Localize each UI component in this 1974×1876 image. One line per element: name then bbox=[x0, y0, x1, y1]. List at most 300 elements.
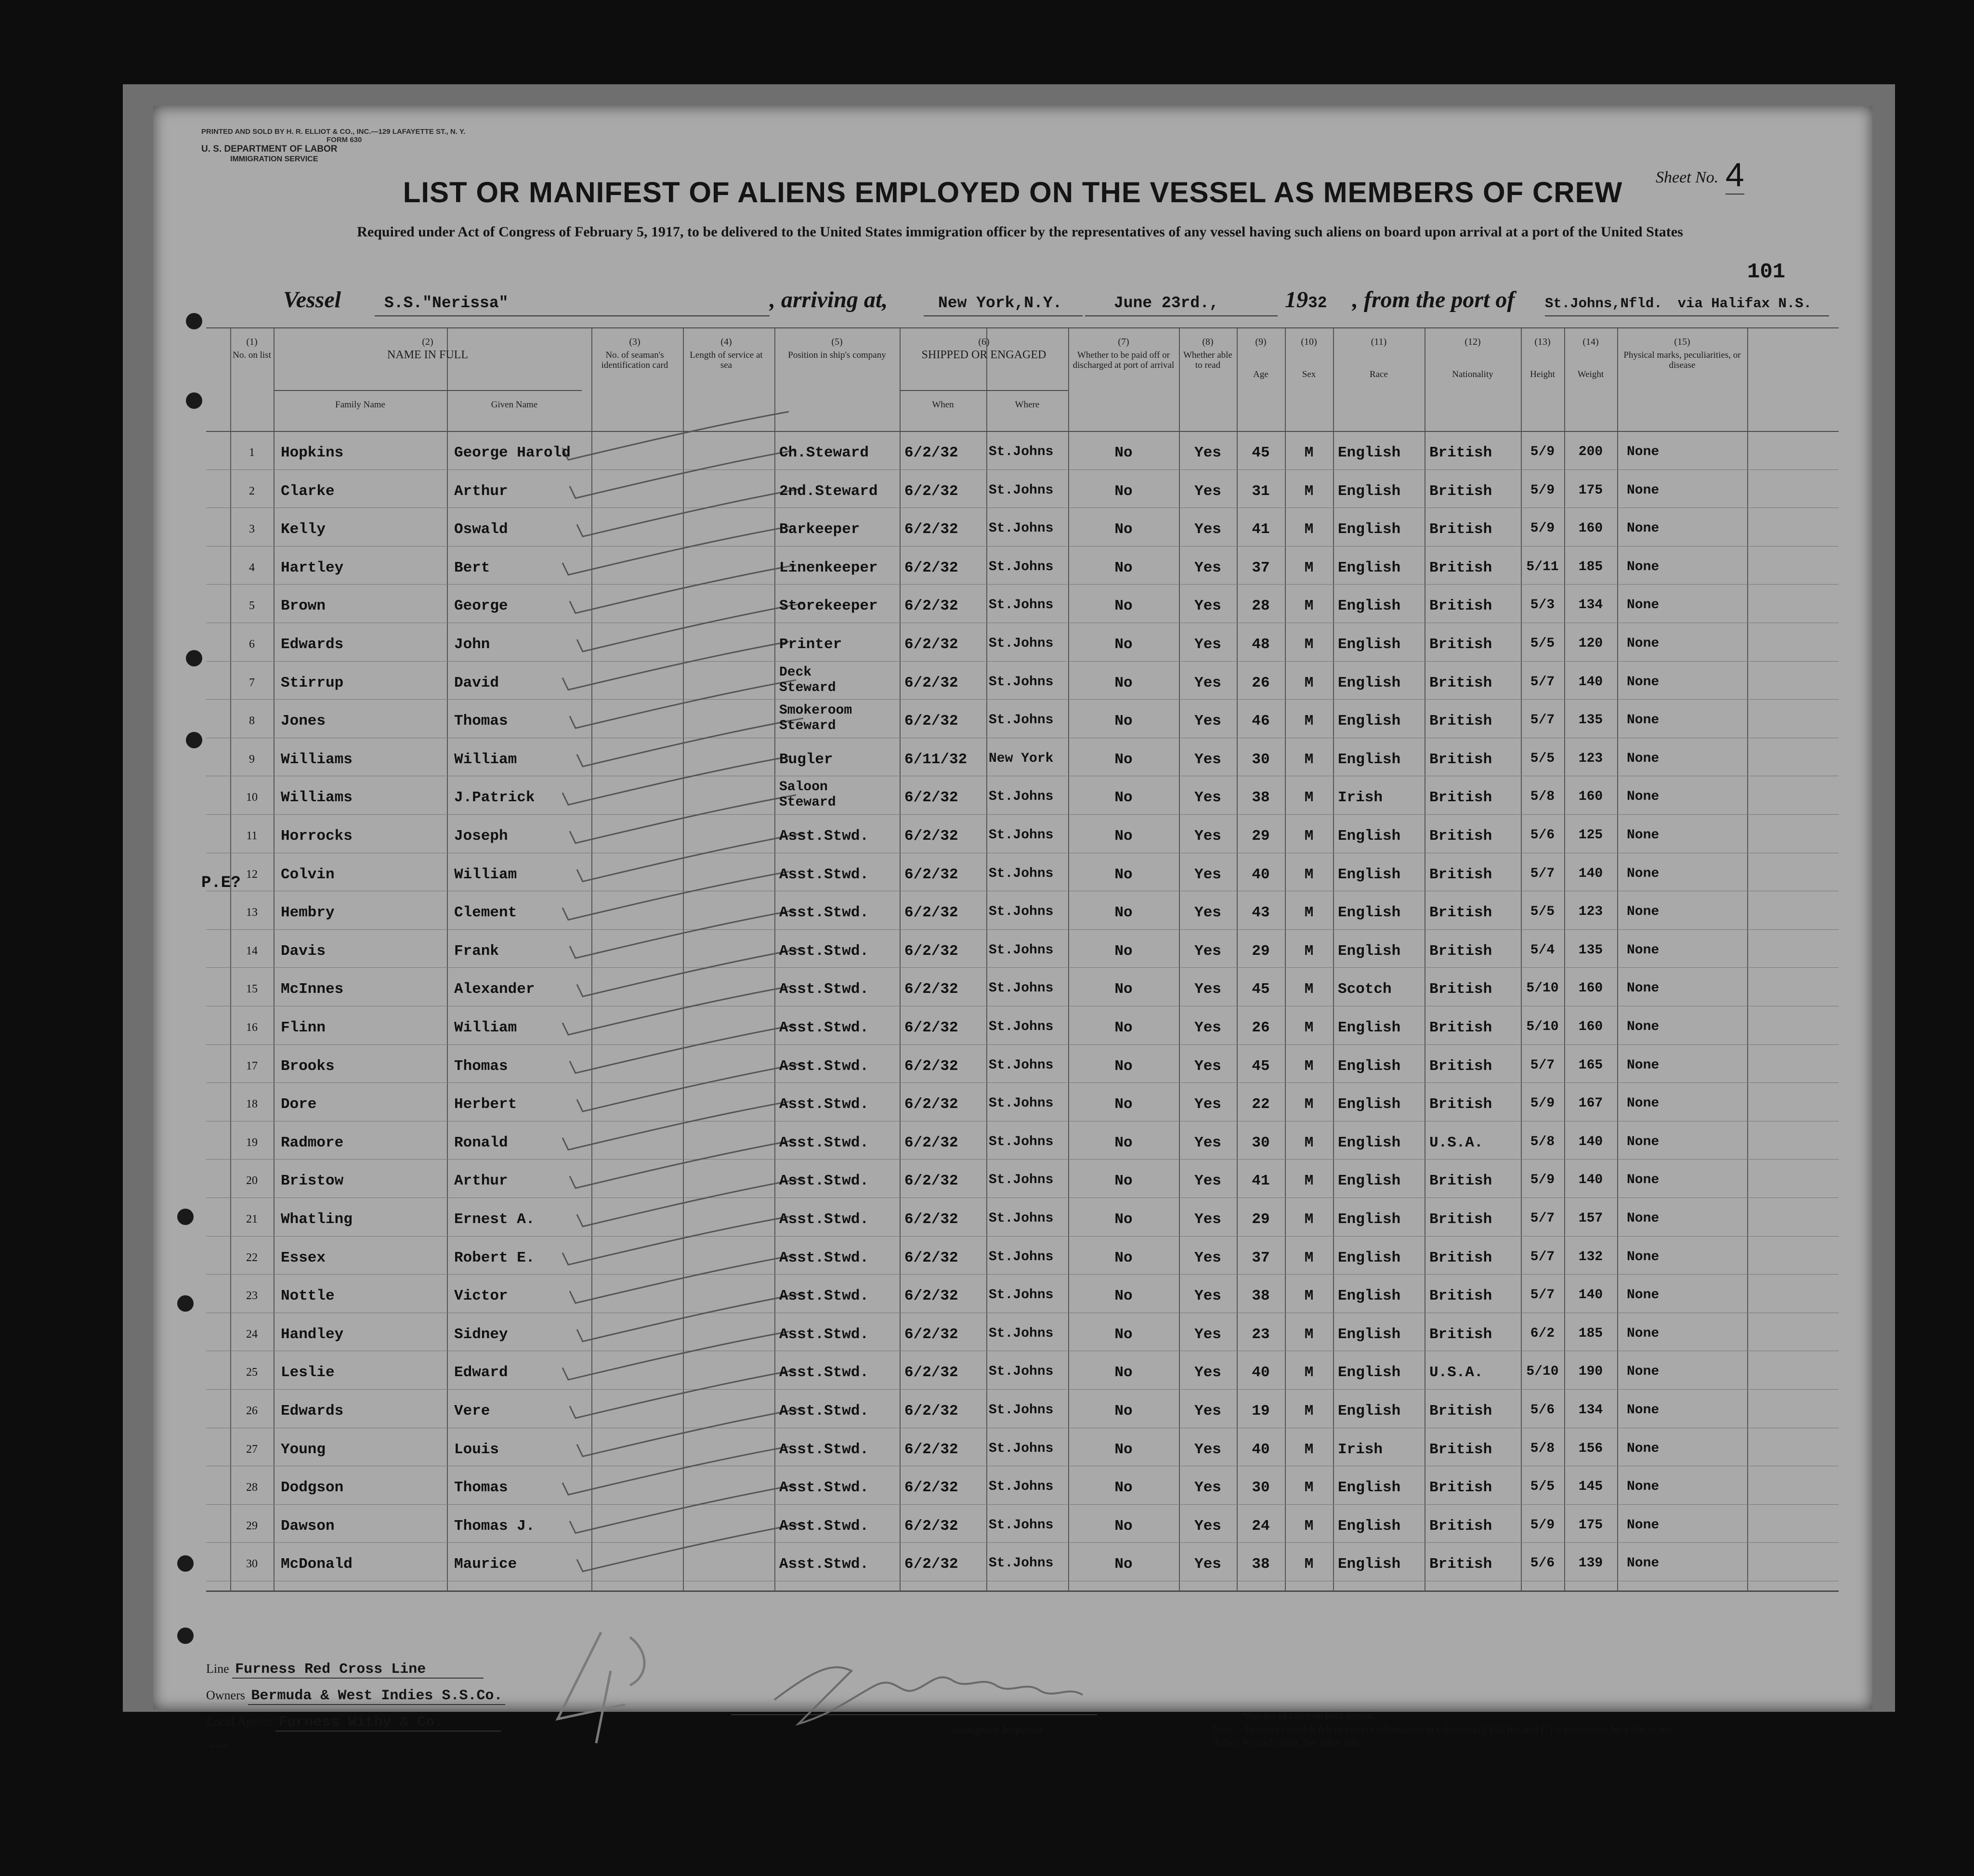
nationality-cell: British bbox=[1429, 713, 1492, 730]
row-number: 30 bbox=[246, 1558, 258, 1571]
family-name-cell: Horrocks bbox=[281, 828, 353, 845]
family-name-cell: Nottle bbox=[281, 1288, 335, 1305]
sex-cell: M bbox=[1304, 1364, 1314, 1381]
height-cell: 5/7 bbox=[1530, 1288, 1555, 1303]
age-cell: 37 bbox=[1252, 1249, 1270, 1266]
arriving-field bbox=[924, 287, 1083, 316]
able-to-read-cell: Yes bbox=[1194, 751, 1221, 768]
age-cell: 26 bbox=[1252, 674, 1270, 691]
race-cell: English bbox=[1338, 1019, 1401, 1036]
shipped-where-cell: St.Johns bbox=[989, 1057, 1054, 1073]
age-cell: 30 bbox=[1252, 1479, 1270, 1497]
shipped-when-cell: 6/2/32 bbox=[904, 866, 958, 883]
paid-off-cell: No bbox=[1114, 789, 1133, 807]
race-cell: English bbox=[1338, 1288, 1401, 1305]
family-name-cell: Dawson bbox=[281, 1517, 335, 1535]
line-value: Furness Red Cross Line bbox=[232, 1661, 484, 1679]
position-cell: Asst.Stwd. bbox=[779, 1096, 869, 1113]
sex-cell: M bbox=[1304, 1019, 1314, 1036]
weight-cell: 175 bbox=[1578, 1517, 1603, 1533]
family-name-cell: Edwards bbox=[281, 636, 344, 653]
shipped-where-cell: St.Johns bbox=[989, 1249, 1054, 1264]
shipped-where-cell: St.Johns bbox=[989, 1326, 1054, 1341]
age-cell: 48 bbox=[1252, 636, 1270, 653]
shipped-where-cell: St.Johns bbox=[989, 713, 1054, 728]
shipped-when-cell: 6/2/32 bbox=[904, 636, 958, 653]
nationality-cell: British bbox=[1429, 598, 1492, 615]
from-port-label: , from the port of bbox=[1352, 287, 1515, 313]
vessel-name-field bbox=[375, 287, 770, 316]
shipped-when-cell: 6/2/32 bbox=[904, 713, 958, 730]
given-name-cell: George bbox=[454, 598, 508, 615]
shipped-when-cell: 6/2/32 bbox=[904, 559, 958, 576]
height-cell: 5/7 bbox=[1530, 1211, 1555, 1226]
weight-cell: 134 bbox=[1578, 1403, 1603, 1418]
nationality-cell: British bbox=[1429, 1517, 1492, 1535]
weight-cell: 125 bbox=[1578, 828, 1603, 843]
sheet-number-value: 4 bbox=[1725, 156, 1744, 194]
sex-cell: M bbox=[1304, 1172, 1314, 1190]
race-cell: English bbox=[1338, 1057, 1401, 1075]
height-cell: 5/3 bbox=[1530, 598, 1555, 613]
row-number: 7 bbox=[249, 676, 255, 689]
nationality-cell: British bbox=[1429, 1019, 1492, 1036]
able-to-read-cell: Yes bbox=[1194, 942, 1221, 960]
nationality-cell: British bbox=[1429, 1057, 1492, 1075]
able-to-read-cell: Yes bbox=[1194, 828, 1221, 845]
vessel-label: Vessel bbox=[283, 287, 341, 313]
col-label: Nationality bbox=[1452, 369, 1493, 379]
shipped-where-cell: St.Johns bbox=[989, 981, 1054, 996]
age-cell: 29 bbox=[1252, 828, 1270, 845]
able-to-read-cell: Yes bbox=[1194, 981, 1221, 998]
given-name-cell: Ernest A. bbox=[454, 1211, 535, 1228]
shipped-where-cell: St.Johns bbox=[989, 1134, 1054, 1149]
shipped-where-cell: St.Johns bbox=[989, 1556, 1054, 1571]
weight-cell: 140 bbox=[1578, 1134, 1603, 1149]
race-cell: English bbox=[1338, 1326, 1401, 1343]
sex-cell: M bbox=[1304, 598, 1314, 615]
family-name-cell: Bristow bbox=[281, 1172, 344, 1190]
shipped-when-cell: 6/2/32 bbox=[904, 1403, 958, 1420]
nationality-cell: British bbox=[1429, 444, 1492, 461]
sex-cell: M bbox=[1304, 751, 1314, 768]
paid-off-cell: No bbox=[1114, 1556, 1133, 1573]
height-cell: 5/9 bbox=[1530, 1517, 1555, 1533]
given-name-cell: Alexander bbox=[454, 981, 535, 998]
pencil-check-mark bbox=[577, 1408, 803, 1457]
age-cell: 40 bbox=[1252, 866, 1270, 883]
marks-cell: None bbox=[1627, 444, 1660, 459]
given-name-cell: Sidney bbox=[454, 1326, 508, 1343]
family-name-cell: Dodgson bbox=[281, 1479, 344, 1497]
race-cell: English bbox=[1338, 1211, 1401, 1228]
position-cell: Asst.Stwd. bbox=[779, 1288, 869, 1305]
nationality-cell: U.S.A. bbox=[1429, 1364, 1483, 1381]
shipped-where-cell: St.Johns bbox=[989, 828, 1054, 843]
age-cell: 38 bbox=[1252, 1556, 1270, 1573]
from-port-field bbox=[1545, 287, 1829, 316]
nationality-cell: British bbox=[1429, 751, 1492, 768]
race-cell: English bbox=[1338, 1172, 1401, 1190]
shipped-where-cell: St.Johns bbox=[989, 559, 1054, 574]
pencil-check-mark bbox=[577, 718, 803, 767]
department-name: U. S. DEPARTMENT OF LABOR bbox=[201, 144, 338, 154]
able-to-read-cell: Yes bbox=[1194, 1479, 1221, 1497]
age-cell: 43 bbox=[1252, 904, 1270, 922]
height-cell: 5/10 bbox=[1526, 1364, 1559, 1380]
pencil-check-mark bbox=[577, 603, 803, 651]
shipped-when-cell: 6/2/32 bbox=[904, 1249, 958, 1266]
age-cell: 19 bbox=[1252, 1403, 1270, 1420]
penalty-note: Note.—Failure to furnish full or correct information in columns (2), (5), (6), and (7) is punishable by a fine of ten dollars for each alien. See other side. bbox=[1213, 1723, 1673, 1748]
paid-off-cell: No bbox=[1114, 751, 1133, 768]
shipped-where-cell: St.Johns bbox=[989, 1211, 1054, 1226]
paid-off-cell: No bbox=[1114, 1517, 1133, 1535]
shipped-when-cell: 6/2/32 bbox=[904, 981, 958, 998]
sex-cell: M bbox=[1304, 1288, 1314, 1305]
owners-value: Bermuda & West Indies S.S.Co. bbox=[248, 1688, 505, 1705]
service-name: IMMIGRATION SERVICE bbox=[230, 155, 318, 163]
paid-off-cell: No bbox=[1114, 866, 1133, 883]
col-label: Age bbox=[1253, 369, 1268, 379]
paid-off-cell: No bbox=[1114, 1096, 1133, 1113]
sex-cell: M bbox=[1304, 674, 1314, 691]
height-cell: 5/5 bbox=[1530, 904, 1555, 920]
race-cell: Scotch bbox=[1338, 981, 1392, 998]
nationality-cell: British bbox=[1429, 636, 1492, 653]
pencil-check-mark bbox=[570, 795, 796, 843]
shipped-where-cell: St.Johns bbox=[989, 1019, 1054, 1034]
inspector-label: Immigrant Inspector bbox=[953, 1724, 1044, 1736]
given-name-cell: David bbox=[454, 674, 499, 691]
nationality-cell: British bbox=[1429, 1096, 1492, 1113]
owners-label: Owners bbox=[206, 1688, 245, 1702]
marks-cell: None bbox=[1627, 1288, 1660, 1303]
height-cell: 5/7 bbox=[1530, 1057, 1555, 1073]
col-label: No. of seaman's identification card bbox=[601, 350, 668, 370]
position-cell: Asst.Stwd. bbox=[779, 1134, 869, 1151]
shipped-where-cell: St.Johns bbox=[989, 942, 1054, 958]
nationality-cell: British bbox=[1429, 828, 1492, 845]
able-to-read-cell: Yes bbox=[1194, 444, 1221, 461]
able-to-read-cell: Yes bbox=[1194, 674, 1221, 691]
row-number: 11 bbox=[246, 830, 258, 842]
family-name-cell: Radmore bbox=[281, 1134, 344, 1151]
shipped-where-cell: St.Johns bbox=[989, 1172, 1054, 1188]
race-cell: English bbox=[1338, 713, 1401, 730]
position-cell: Linenkeeper bbox=[779, 559, 878, 576]
weight-cell: 139 bbox=[1578, 1556, 1603, 1571]
paid-off-cell: No bbox=[1114, 981, 1133, 998]
position-cell: Asst.Stwd. bbox=[779, 1211, 869, 1228]
able-to-read-cell: Yes bbox=[1194, 559, 1221, 576]
sex-cell: M bbox=[1304, 1326, 1314, 1343]
race-cell: English bbox=[1338, 1134, 1401, 1151]
weight-cell: 157 bbox=[1578, 1211, 1603, 1226]
age-cell: 38 bbox=[1252, 789, 1270, 807]
able-to-read-cell: Yes bbox=[1194, 1326, 1221, 1343]
row-number: 13 bbox=[246, 906, 258, 919]
race-cell: English bbox=[1338, 1364, 1401, 1381]
col-number: (6) bbox=[978, 337, 990, 347]
pencil-check-mark bbox=[577, 1178, 803, 1226]
able-to-read-cell: Yes bbox=[1194, 1364, 1221, 1381]
weight-cell: 160 bbox=[1578, 1019, 1603, 1034]
col-number: (9) bbox=[1255, 337, 1267, 347]
stamp-number: 101 bbox=[1747, 260, 1786, 284]
family-name-cell: Young bbox=[281, 1441, 326, 1458]
marks-cell: None bbox=[1627, 1403, 1660, 1418]
age-cell: 37 bbox=[1252, 559, 1270, 576]
row-number: 4 bbox=[249, 561, 255, 574]
shipped-where-cell: St.Johns bbox=[989, 482, 1054, 498]
race-cell: English bbox=[1338, 1249, 1401, 1266]
shipped-when-cell: 6/2/32 bbox=[904, 521, 958, 538]
position-cell: Asst.Stwd. bbox=[779, 828, 869, 845]
age-cell: 30 bbox=[1252, 751, 1270, 768]
from-port: St.Johns,Nfld. bbox=[1545, 296, 1662, 312]
row-number: 8 bbox=[249, 715, 255, 728]
age-cell: 40 bbox=[1252, 1441, 1270, 1458]
paid-off-cell: No bbox=[1114, 1249, 1133, 1266]
via-port: via Halifax N.S. bbox=[1677, 296, 1812, 312]
pencil-check-mark bbox=[577, 488, 803, 536]
paid-off-cell: No bbox=[1114, 1134, 1133, 1151]
position-cell: Asst.Stwd. bbox=[779, 866, 869, 883]
paid-off-cell: No bbox=[1114, 636, 1133, 653]
paid-off-cell: No bbox=[1114, 482, 1133, 500]
col-when-header: When bbox=[932, 400, 954, 410]
able-to-read-cell: Yes bbox=[1194, 1517, 1221, 1535]
arriving-port: New York,N.Y. bbox=[938, 294, 1062, 312]
shipped-when-cell: 6/2/32 bbox=[904, 1288, 958, 1305]
race-cell: English bbox=[1338, 674, 1401, 691]
age-cell: 30 bbox=[1252, 1134, 1270, 1151]
row-number: 17 bbox=[246, 1059, 258, 1072]
age-cell: 41 bbox=[1252, 521, 1270, 538]
marks-cell: None bbox=[1627, 942, 1660, 958]
row-number: 15 bbox=[246, 983, 258, 996]
family-name-cell: Leslie bbox=[281, 1364, 335, 1381]
marks-cell: None bbox=[1627, 1326, 1660, 1341]
row-number: 3 bbox=[249, 523, 255, 536]
age-cell: 23 bbox=[1252, 1326, 1270, 1343]
family-name-cell: Dore bbox=[281, 1096, 317, 1113]
sex-cell: M bbox=[1304, 981, 1314, 998]
pencil-check-mark bbox=[570, 565, 796, 613]
nationality-cell: British bbox=[1429, 674, 1492, 691]
punch-hole bbox=[186, 732, 202, 748]
row-number: 20 bbox=[246, 1174, 258, 1187]
position-cell: Asst.Stwd. bbox=[779, 1364, 869, 1381]
marks-cell: None bbox=[1627, 559, 1660, 574]
paid-off-cell: No bbox=[1114, 1441, 1133, 1458]
paid-off-cell: No bbox=[1114, 904, 1133, 922]
nationality-cell: British bbox=[1429, 1172, 1492, 1190]
row-number: 6 bbox=[249, 638, 255, 651]
marks-cell: None bbox=[1627, 598, 1660, 613]
shipped-where-cell: St.Johns bbox=[989, 1364, 1054, 1380]
weight-cell: 145 bbox=[1578, 1479, 1603, 1495]
age-cell: 26 bbox=[1252, 1019, 1270, 1036]
height-cell: 5/9 bbox=[1530, 482, 1555, 498]
col-number: (1) bbox=[246, 337, 258, 347]
height-cell: 5/5 bbox=[1530, 1479, 1555, 1495]
given-name-cell: Joseph bbox=[454, 828, 508, 845]
weight-cell: 190 bbox=[1578, 1364, 1603, 1380]
marks-cell: None bbox=[1627, 1211, 1660, 1226]
paid-off-cell: No bbox=[1114, 598, 1133, 615]
given-name-cell: Thomas bbox=[454, 713, 508, 730]
punch-hole bbox=[177, 1295, 194, 1312]
given-name-cell: Clement bbox=[454, 904, 517, 922]
nationality-cell: British bbox=[1429, 521, 1492, 538]
row-number: 25 bbox=[246, 1366, 258, 1379]
paid-off-cell: No bbox=[1114, 559, 1133, 576]
position-cell: Asst.Stwd. bbox=[779, 1441, 869, 1458]
race-cell: English bbox=[1338, 482, 1401, 500]
given-name-cell: Louis bbox=[454, 1441, 499, 1458]
arrival-date-field bbox=[1085, 287, 1278, 316]
manifest-sheet bbox=[153, 106, 1872, 1750]
weight-cell: 156 bbox=[1578, 1441, 1603, 1456]
sex-cell: M bbox=[1304, 1134, 1314, 1151]
col-label: Height bbox=[1530, 369, 1555, 379]
shipped-where-cell: St.Johns bbox=[989, 521, 1054, 536]
age-cell: 46 bbox=[1252, 713, 1270, 730]
crew-table bbox=[201, 327, 1839, 1762]
marks-cell: None bbox=[1627, 1172, 1660, 1188]
shipped-when-cell: 6/2/32 bbox=[904, 828, 958, 845]
agents-label: Local Agents bbox=[206, 1715, 273, 1729]
able-to-read-cell: Yes bbox=[1194, 1211, 1221, 1228]
pencil-check-mark bbox=[570, 1370, 796, 1418]
row-number: 24 bbox=[246, 1328, 258, 1341]
marks-cell: None bbox=[1627, 1096, 1660, 1111]
sex-cell: M bbox=[1304, 1403, 1314, 1420]
paid-off-cell: No bbox=[1114, 1479, 1133, 1497]
pencil-check-mark bbox=[570, 910, 796, 958]
race-cell: English bbox=[1338, 1096, 1401, 1113]
paid-off-cell: No bbox=[1114, 828, 1133, 845]
given-name-cell: Robert E. bbox=[454, 1249, 535, 1266]
able-to-read-cell: Yes bbox=[1194, 1057, 1221, 1075]
sex-cell: M bbox=[1304, 1096, 1314, 1113]
year-prefix: 19 bbox=[1285, 287, 1308, 313]
given-name-cell: William bbox=[454, 751, 517, 768]
family-name-cell: McDonald bbox=[281, 1556, 353, 1573]
marks-cell: None bbox=[1627, 1364, 1660, 1380]
age-cell: 38 bbox=[1252, 1288, 1270, 1305]
given-name-cell: Frank bbox=[454, 942, 499, 960]
marks-cell: None bbox=[1627, 1556, 1660, 1571]
shipped-when-cell: 6/2/32 bbox=[904, 1517, 958, 1535]
nationality-cell: British bbox=[1429, 1249, 1492, 1266]
row-number: 14 bbox=[246, 944, 258, 957]
col-number: (5) bbox=[831, 337, 843, 347]
weight-cell: 200 bbox=[1578, 444, 1603, 459]
sex-cell: M bbox=[1304, 713, 1314, 730]
position-cell: Asst.Stwd. bbox=[779, 942, 869, 960]
row-number: 10 bbox=[246, 791, 258, 804]
age-cell: 28 bbox=[1252, 598, 1270, 615]
shipped-where-cell: St.Johns bbox=[989, 789, 1054, 805]
paid-off-cell: No bbox=[1114, 1057, 1133, 1075]
shipped-where-cell: St.Johns bbox=[989, 1288, 1054, 1303]
height-cell: 5/7 bbox=[1530, 866, 1555, 881]
shipped-where-cell: St.Johns bbox=[989, 1479, 1054, 1495]
weight-cell: 123 bbox=[1578, 904, 1603, 920]
nationality-cell: British bbox=[1429, 866, 1492, 883]
paid-off-cell: No bbox=[1114, 521, 1133, 538]
given-name-cell: Oswald bbox=[454, 521, 508, 538]
paid-off-cell: No bbox=[1114, 1403, 1133, 1420]
sex-cell: M bbox=[1304, 1211, 1314, 1228]
family-name-cell: Essex bbox=[281, 1249, 326, 1266]
shipped-where-cell: St.Johns bbox=[989, 1441, 1054, 1456]
row-number: 21 bbox=[246, 1213, 258, 1225]
shipped-where-cell: St.Johns bbox=[989, 1403, 1054, 1418]
shipped-where-cell: St.Johns bbox=[989, 674, 1054, 690]
col-label: Weight bbox=[1577, 369, 1604, 379]
pencil-check-mark bbox=[577, 834, 803, 882]
family-name-cell: Edwards bbox=[281, 1403, 344, 1420]
marks-cell: None bbox=[1627, 1134, 1660, 1149]
line-field bbox=[206, 1661, 484, 1678]
race-cell: English bbox=[1338, 598, 1401, 615]
weight-cell: 140 bbox=[1578, 674, 1603, 690]
sex-cell: M bbox=[1304, 521, 1314, 538]
position-cell: Asst.Stwd. bbox=[779, 904, 869, 922]
nationality-cell: U.S.A. bbox=[1429, 1134, 1483, 1151]
paid-off-cell: No bbox=[1114, 942, 1133, 960]
nationality-cell: British bbox=[1429, 904, 1492, 922]
shipped-when-cell: 6/2/32 bbox=[904, 1019, 958, 1036]
nationality-cell: British bbox=[1429, 1479, 1492, 1497]
race-cell: Irish bbox=[1338, 1441, 1383, 1458]
shipped-when-cell: 6/2/32 bbox=[904, 598, 958, 615]
height-cell: 5/10 bbox=[1526, 981, 1559, 996]
year-suffix: 32 bbox=[1308, 294, 1327, 312]
shipped-where-cell: St.Johns bbox=[989, 636, 1054, 651]
weight-cell: 135 bbox=[1578, 713, 1603, 728]
family-name-cell: Brooks bbox=[281, 1057, 335, 1075]
race-cell: English bbox=[1338, 1556, 1401, 1573]
race-cell: English bbox=[1338, 828, 1401, 845]
col-label: Length of service at sea bbox=[690, 350, 763, 370]
row-number: 28 bbox=[246, 1481, 258, 1494]
weight-cell: 140 bbox=[1578, 866, 1603, 881]
col-label: Whether able to read bbox=[1183, 350, 1232, 370]
year-field bbox=[1285, 287, 1327, 315]
position-cell: Asst.Stwd. bbox=[779, 1479, 869, 1497]
shipped-when-cell: 6/2/32 bbox=[904, 1134, 958, 1151]
given-name-cell: Ronald bbox=[454, 1134, 508, 1151]
position-cell: Deck Steward bbox=[779, 664, 836, 695]
age-cell: 24 bbox=[1252, 1517, 1270, 1535]
printer-line bbox=[201, 128, 465, 144]
given-name-cell: Maurice bbox=[454, 1556, 517, 1573]
race-cell: English bbox=[1338, 1403, 1401, 1420]
pencil-check-mark bbox=[570, 1140, 796, 1188]
col-given-name-header: Given Name bbox=[491, 400, 538, 410]
sex-cell: M bbox=[1304, 828, 1314, 845]
sex-cell: M bbox=[1304, 789, 1314, 807]
nationality-cell: British bbox=[1429, 482, 1492, 500]
arrival-date: June 23rd., bbox=[1114, 294, 1219, 312]
marks-cell: None bbox=[1627, 1249, 1660, 1264]
